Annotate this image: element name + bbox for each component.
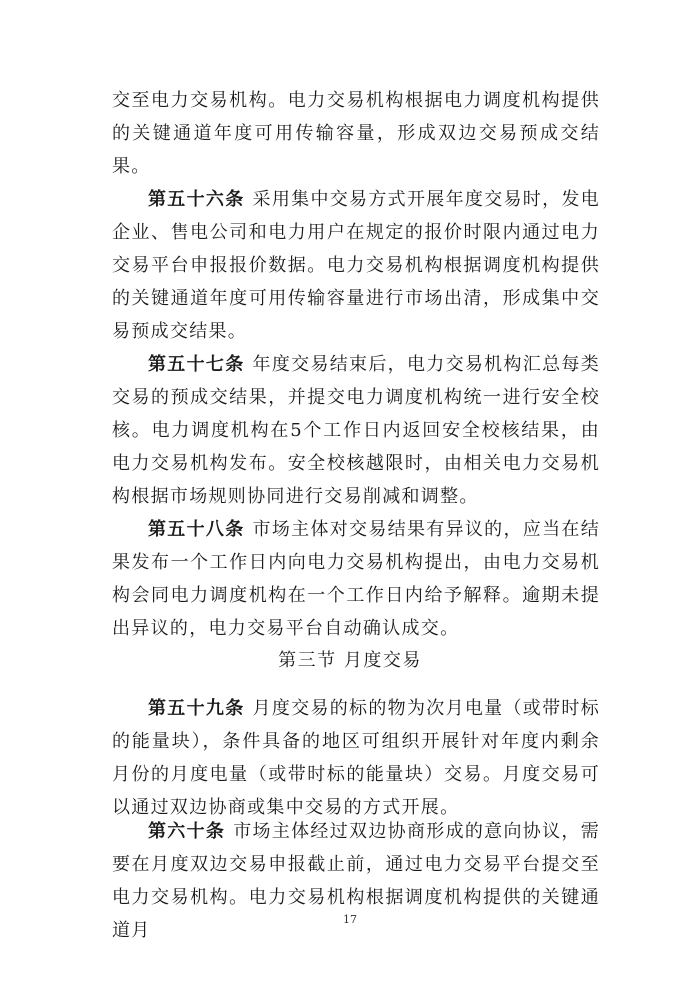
article-number: 第五十六条 — [148, 189, 245, 210]
article-56 — [112, 183, 600, 348]
page-number: 17 — [343, 913, 357, 926]
article-text: 市场主体经过双边协商形成的意向协议，需要在月度双边交易申报截止前，通过电力交易平台提交至电力交易机构。电力交易机构根据调度机构提供的关键通道月 — [112, 821, 600, 941]
section-heading: 第三节 月度交易 — [278, 650, 422, 671]
article-text: 年度交易结束后，电力交易机构汇总每类交易的预成交结果，并提交电力调度机构统一进行安全校核。电力调度机构在5个工作日内返回安全校核结果，由电力交易机构发布。安全校核越限时，由相关电力交易机构根据市场规则协同进行交易削减和调整。 — [112, 354, 601, 507]
article-number: 第五十七条 — [148, 354, 245, 375]
article-number: 第五十九条 — [148, 698, 245, 719]
article-text: 采用集中交易方式开展年度交易时，发电企业、售电公司和电力用户在规定的报价时限内通过电力交易平台申报报价数据。电力交易机构根据调度机构提供的关键通道年度可用传输容量进行市场出清，形成集中交易预成交结果。 — [112, 189, 601, 342]
article-text: 市场主体对交易结果有异议的，应当在结果发布一个工作日内向电力交易机构提出，由电力交易机构会同电力调度机构在一个工作日内给予解释。逾期未提出异议的，电力交易平台自动确认成交。 — [112, 519, 601, 639]
article-text: 月度交易的标的物为次月电量（或带时标的能量块），条件具备的地区可组织开展针对年度内剩余月份的月度电量（或带时标的能量块）交易。月度交易可以通过双边协商或集中交易的方式开展。 — [112, 698, 601, 818]
article-57 — [112, 348, 600, 513]
article-number: 第五十八条 — [148, 519, 245, 540]
article-60 — [112, 815, 600, 947]
paragraph-text: 交至电力交易机构。电力交易机构根据电力调度机构提供的关键通道年度可用传输容量，形成双边交易预成交结果。 — [112, 90, 600, 177]
article-58 — [112, 513, 600, 645]
paragraph-continuation — [112, 84, 600, 183]
article-59 — [112, 692, 600, 824]
article-number: 第六十条 — [148, 821, 226, 842]
